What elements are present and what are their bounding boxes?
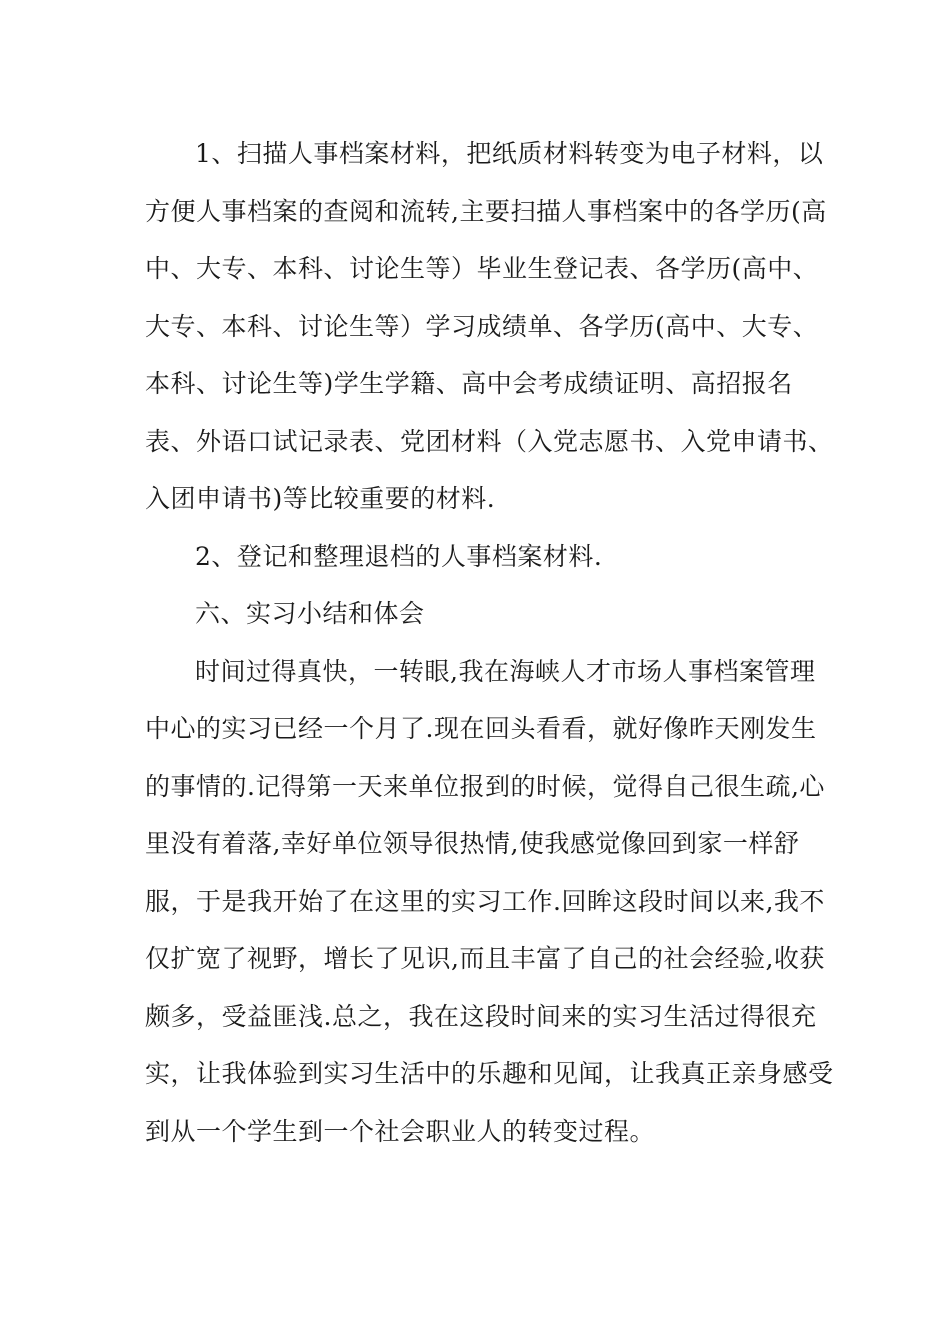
document-body xyxy=(145,125,835,1160)
section-heading-summary: 六、实习小结和体会 xyxy=(195,599,425,628)
paragraph-scan-materials: 1、扫描人事档案材料，把纸质材料转变为电子材料，以方便人事档案的查阅和流转,主要扫描人事档案中的各学历(高中、大专、本科、讨论生等）毕业生登记表、各学历(高中、大专、本科、讨论生等）学习成绩单、各学历(高中、大专、本科、讨论生等)学生学籍、高中会考成绩证明、高招报名表、外语口试记录表、党团材料（入党志愿书、入党申请书、入团申请书)等比较重要的材料. xyxy=(145,139,834,513)
paragraph-reflection: 时间过得真快，一转眼,我在海峡人才市场人事档案管理中心的实习已经一个月了.现在回头看看，就好像昨天刚发生的事情的.记得第一天来单位报到的时候，觉得自己很生疏,心里没有着落,幸好单位领导很热情,使我感觉像回到家一样舒服，于是我开始了在这里的实习工作.回眸这段时间以来,我不仅扩宽了视野，增长了见识,而且丰富了自己的社会经验,收获颇多，受益匪浅.总之，我在这段时间来的实习生活过得很充实，让我体验到实习生活中的乐趣和见闻，让我真正亲身感受到从一个学生到一个社会职业人的转变过程。 xyxy=(145,656,834,1146)
paragraph-register-returned-files: 2、登记和整理退档的人事档案材料. xyxy=(195,541,603,571)
